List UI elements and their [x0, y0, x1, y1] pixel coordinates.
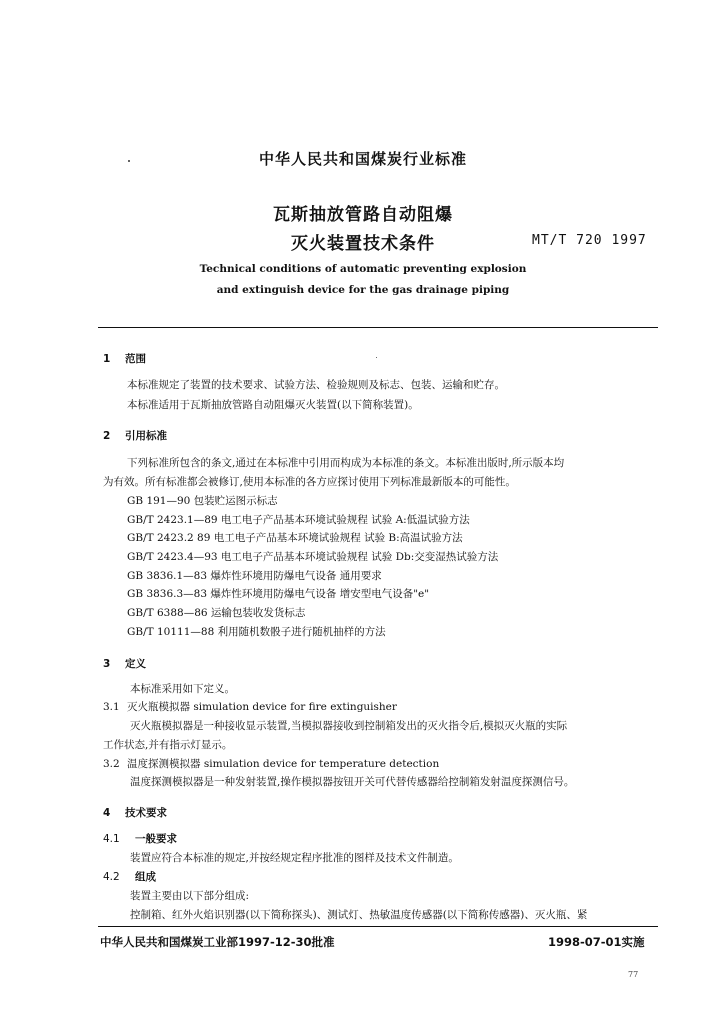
- reference-item: GB/T 6388—86 运输包装收发货标志: [127, 607, 306, 619]
- paragraph: 本标准适用于瓦斯抽放管路自动阻爆灭火装置(以下简称装置)。: [127, 399, 419, 411]
- term-text: 温度探测模拟器 simulation device for temperature detection: [127, 758, 440, 770]
- section-heading: [103, 656, 146, 671]
- english-title-line1: Technical conditions of automatic preventing explosion: [199, 263, 527, 275]
- standard-number: MT/T 720 1997: [532, 233, 647, 248]
- paragraph: 装置主要由以下部分组成:: [130, 890, 250, 902]
- section-number: 1: [103, 353, 111, 365]
- reference-item: GB 3836.1—83 爆炸性环境用防爆电气设备 通用要求: [127, 570, 382, 582]
- paragraph: 灭火瓶模拟器是一种接收显示装置,当模拟器接收到控制箱发出的灭火指令后,模拟灭火瓶的实际: [130, 720, 568, 732]
- clause-number: 3.1: [103, 701, 120, 713]
- approval-date: 中华人民共和国煤炭工业部1997-12-30批准: [100, 935, 335, 949]
- section-number: 3: [103, 658, 111, 670]
- subsection-title: 组成: [135, 871, 156, 883]
- scan-speck: [376, 357, 377, 358]
- section-heading: [103, 351, 146, 366]
- section-number: 2: [103, 430, 111, 442]
- definition-term: [103, 700, 397, 715]
- section-number: 4: [103, 807, 111, 819]
- section-heading: [103, 805, 167, 820]
- paragraph: 控制箱、红外火焰识别器(以下简称探头)、测试灯、热敏温度传感器(以下简称传感器)、灭火瓶、紧: [130, 909, 588, 921]
- section-title: 范围: [125, 353, 146, 365]
- clause-number: 4.1: [103, 833, 120, 845]
- reference-item: GB/T 2423.4—93 电工电子产品基本环境试验规程 试验 Db:交变湿热试验方法: [127, 551, 499, 563]
- paragraph: 本标准规定了装置的技术要求、试验方法、检验规则及标志、包装、运输和贮存。: [127, 379, 505, 391]
- english-title-line2: and extinguish device for the gas drainage piping: [216, 284, 510, 296]
- section-heading: [103, 428, 167, 443]
- section-title: 定义: [125, 658, 146, 670]
- subsection-heading: [103, 870, 156, 885]
- section-title: 技术要求: [125, 807, 167, 819]
- implementation-date: 1998-07-01实施: [548, 935, 645, 949]
- page-number: 77: [628, 970, 639, 979]
- reference-item: GB/T 2423.1—89 电工电子产品基本环境试验规程 试验 A:低温试验方法: [127, 514, 470, 526]
- clause-number: 4.2: [103, 871, 120, 883]
- clause-number: 3.2: [103, 758, 120, 770]
- paragraph: 下列标准所包含的条文,通过在本标准中引用而构成为本标准的条文。本标准出版时,所示版本均: [127, 457, 565, 469]
- definition-term: [103, 757, 439, 772]
- reference-item: GB 3836.3—83 爆炸性环境用防爆电气设备 增安型电气设备"e": [127, 588, 430, 600]
- header-divider: [98, 327, 658, 328]
- section-title: 引用标准: [125, 430, 167, 442]
- footer-divider: [98, 926, 658, 927]
- paragraph: 为有效。所有标准都会被修订,使用本标准的各方应探讨使用下列标准最新版本的可能性。: [103, 476, 516, 488]
- document-title-line1: 瓦斯抽放管路自动阻爆: [273, 205, 453, 225]
- reference-item: GB/T 2423.2 89 电工电子产品基本环境试验规程 试验 B:高温试验方法: [127, 532, 463, 544]
- term-text: 灭火瓶模拟器 simulation device for fire extinguisher: [127, 701, 397, 713]
- paragraph: 温度探测模拟器是一种发射装置,操作模拟器按钮开关可代替传感器给控制箱发射温度探测信号。: [130, 776, 575, 788]
- paragraph: 本标准采用如下定义。: [130, 683, 235, 695]
- reference-item: GB/T 10111—88 利用随机数骰子进行随机抽样的方法: [127, 626, 386, 638]
- reference-item: GB 191—90 包装贮运图示标志: [127, 495, 278, 507]
- subsection-heading: [103, 832, 177, 847]
- document-title-line2: 灭火装置技术条件: [291, 234, 435, 254]
- subsection-title: 一般要求: [135, 833, 177, 845]
- paragraph: 工作状态,并有指示灯显示。: [103, 739, 233, 751]
- paragraph: 装置应符合本标准的规定,并按经规定程序批准的图样及技术文件制造。: [130, 852, 459, 864]
- organization-title: 中华人民共和国煤炭行业标准: [258, 150, 467, 168]
